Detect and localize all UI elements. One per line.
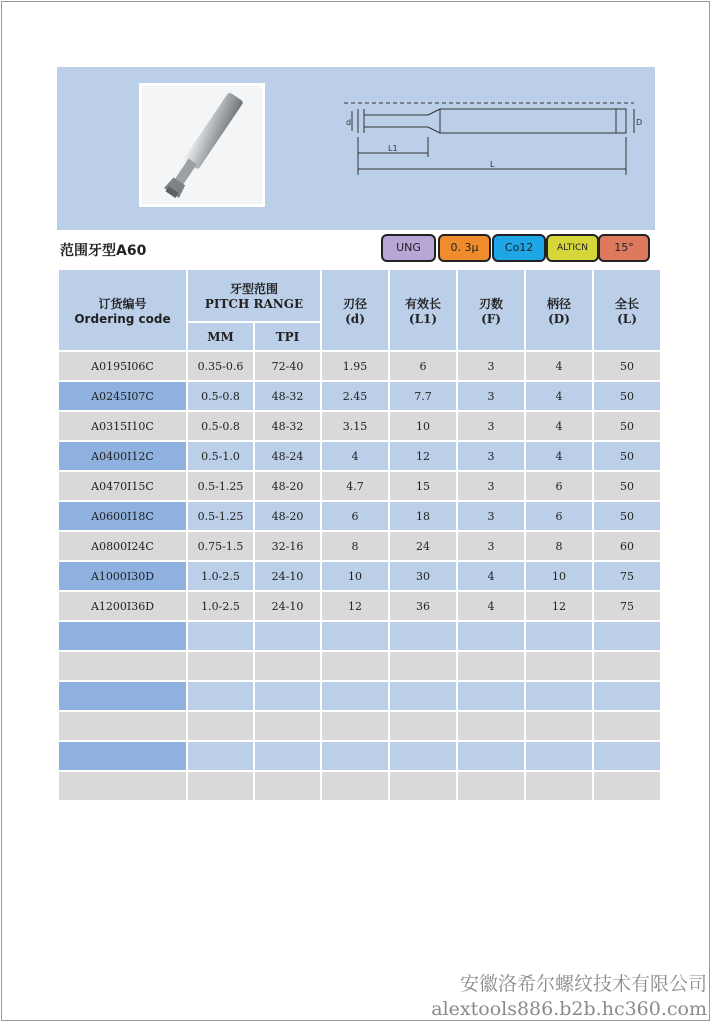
empty-cell <box>390 622 456 650</box>
empty-table-row <box>59 742 660 770</box>
empty-cell <box>526 682 592 710</box>
cell-ordering-code: A0400I12C <box>59 442 186 470</box>
empty-cell <box>188 682 253 710</box>
cell-ordering-code: A0195I06C <box>59 352 186 380</box>
table-row <box>59 502 660 530</box>
empty-cell <box>458 682 524 710</box>
spec-table <box>57 268 662 802</box>
header-ordering-code <box>59 270 186 350</box>
empty-cell <box>59 712 186 740</box>
empty-cell <box>390 712 456 740</box>
cell-overall-length: 50 <box>594 502 660 530</box>
table-row <box>59 412 660 440</box>
empty-cell <box>322 652 388 680</box>
empty-cell <box>188 622 253 650</box>
header-code-en: Ordering code <box>74 311 171 326</box>
header-pitch-cn: 牙型范围 <box>229 282 278 297</box>
cell-shank-diameter: 6 <box>526 472 592 500</box>
cell-ordering-code: A0315I10C <box>59 412 186 440</box>
empty-cell <box>526 652 592 680</box>
cell-pitch-mm: 0.5-1.0 <box>188 442 253 470</box>
cell-pitch-tpi: 48-24 <box>255 442 320 470</box>
empty-cell <box>255 622 320 650</box>
header-flutes-cn: 刃数 <box>478 296 503 311</box>
badge-material: Co12 <box>492 234 546 262</box>
table-row <box>59 472 660 500</box>
cell-overall-length: 50 <box>594 382 660 410</box>
empty-cell <box>458 742 524 770</box>
table-row <box>59 442 660 470</box>
cell-overall-length: 50 <box>594 442 660 470</box>
empty-cell <box>594 712 660 740</box>
cell-ordering-code: A1200I36D <box>59 592 186 620</box>
cell-pitch-tpi: 24-10 <box>255 562 320 590</box>
badge-coating: ALTICN <box>546 234 599 262</box>
product-banner <box>57 67 655 230</box>
header-length-sym: (L) <box>617 311 637 326</box>
empty-cell <box>188 742 253 770</box>
empty-cell <box>322 742 388 770</box>
empty-cell <box>188 712 253 740</box>
cell-diameter: 1.95 <box>322 352 388 380</box>
cell-ordering-code: A1000I30D <box>59 562 186 590</box>
empty-cell <box>59 622 186 650</box>
series-title: 范围牙型A60 <box>60 243 147 259</box>
empty-cell <box>59 682 186 710</box>
cell-effective-length: 10 <box>390 412 456 440</box>
watermark-company: 安徽洛希尔螺纹技术有限公司 <box>459 973 707 995</box>
empty-cell <box>322 712 388 740</box>
header-diameter <box>322 270 388 350</box>
cell-overall-length: 75 <box>594 592 660 620</box>
empty-cell <box>59 742 186 770</box>
empty-table-row <box>59 712 660 740</box>
cell-overall-length: 50 <box>594 472 660 500</box>
cell-shank-diameter: 6 <box>526 502 592 530</box>
cell-pitch-mm: 0.5-1.25 <box>188 472 253 500</box>
cell-diameter: 10 <box>322 562 388 590</box>
cell-flutes: 3 <box>458 382 524 410</box>
table-row <box>59 592 660 620</box>
header-flutes <box>458 270 524 350</box>
cell-shank-diameter: 8 <box>526 532 592 560</box>
empty-cell <box>59 772 186 800</box>
cell-flutes: 3 <box>458 532 524 560</box>
cell-overall-length: 75 <box>594 562 660 590</box>
empty-cell <box>322 772 388 800</box>
cell-shank-diameter: 4 <box>526 412 592 440</box>
cell-pitch-tpi: 48-32 <box>255 382 320 410</box>
empty-cell <box>594 622 660 650</box>
header-length-cn: 全长 <box>614 296 639 311</box>
cell-shank-diameter: 4 <box>526 442 592 470</box>
technical-drawing <box>340 97 643 187</box>
badge-thread-type: UNG <box>381 234 436 262</box>
empty-cell <box>390 742 456 770</box>
empty-cell <box>526 622 592 650</box>
table-row <box>59 562 660 590</box>
tool-photo <box>139 83 265 207</box>
cell-effective-length: 24 <box>390 532 456 560</box>
cell-ordering-code: A0600I18C <box>59 502 186 530</box>
header-flutes-sym: (F) <box>481 311 501 326</box>
cell-diameter: 8 <box>322 532 388 560</box>
cell-flutes: 4 <box>458 562 524 590</box>
header-shank-diameter <box>526 270 592 350</box>
cell-pitch-mm: 0.35-0.6 <box>188 352 253 380</box>
cell-diameter: 4 <box>322 442 388 470</box>
empty-table-row <box>59 622 660 650</box>
empty-cell <box>322 682 388 710</box>
header-pitch-en: PITCH RANGE <box>204 297 304 312</box>
cell-pitch-mm: 1.0-2.5 <box>188 562 253 590</box>
label-d: d <box>346 118 352 127</box>
empty-cell <box>255 712 320 740</box>
empty-cell <box>594 772 660 800</box>
empty-cell <box>188 652 253 680</box>
cell-flutes: 3 <box>458 442 524 470</box>
cell-ordering-code: A0245I07C <box>59 382 186 410</box>
empty-cell <box>390 682 456 710</box>
watermark <box>431 972 707 1022</box>
badge-coating-thickness: 0. 3μ <box>438 234 491 262</box>
empty-cell <box>458 652 524 680</box>
header-tpi: TPI <box>255 323 320 350</box>
empty-cell <box>188 772 253 800</box>
cell-shank-diameter: 4 <box>526 382 592 410</box>
cell-diameter: 6 <box>322 502 388 530</box>
empty-cell <box>594 742 660 770</box>
cell-effective-length: 15 <box>390 472 456 500</box>
cell-pitch-tpi: 48-20 <box>255 502 320 530</box>
cell-pitch-tpi: 32-16 <box>255 532 320 560</box>
empty-cell <box>458 772 524 800</box>
label-D: D <box>636 118 643 127</box>
cell-effective-length: 6 <box>390 352 456 380</box>
cell-pitch-mm: 0.5-0.8 <box>188 382 253 410</box>
empty-table-row <box>59 772 660 800</box>
badge-helix-angle: 15° <box>598 234 650 262</box>
cell-flutes: 3 <box>458 472 524 500</box>
header-shank-sym: (D) <box>548 311 570 326</box>
label-L: L <box>490 160 495 169</box>
cell-ordering-code: A0800I24C <box>59 532 186 560</box>
empty-cell <box>255 742 320 770</box>
cell-flutes: 3 <box>458 352 524 380</box>
cell-pitch-tpi: 48-20 <box>255 472 320 500</box>
cell-pitch-tpi: 24-10 <box>255 592 320 620</box>
cell-diameter: 2.45 <box>322 382 388 410</box>
cell-overall-length: 50 <box>594 412 660 440</box>
empty-cell <box>458 622 524 650</box>
label-L1: L1 <box>388 144 398 153</box>
empty-cell <box>594 682 660 710</box>
cell-effective-length: 12 <box>390 442 456 470</box>
cell-shank-diameter: 4 <box>526 352 592 380</box>
header-l1-cn: 有效长 <box>404 296 441 311</box>
empty-cell <box>255 682 320 710</box>
empty-cell <box>255 772 320 800</box>
cell-shank-diameter: 10 <box>526 562 592 590</box>
cell-pitch-mm: 0.75-1.5 <box>188 532 253 560</box>
cell-flutes: 3 <box>458 502 524 530</box>
cell-pitch-tpi: 48-32 <box>255 412 320 440</box>
header-code-cn: 订货编号 <box>98 296 147 311</box>
cell-ordering-code: A0470I15C <box>59 472 186 500</box>
table-row <box>59 352 660 380</box>
spec-table-body <box>59 352 660 800</box>
empty-cell <box>322 622 388 650</box>
empty-table-row <box>59 652 660 680</box>
cell-effective-length: 30 <box>390 562 456 590</box>
header-diameter-cn: 刃径 <box>342 296 367 311</box>
cell-overall-length: 60 <box>594 532 660 560</box>
cell-flutes: 4 <box>458 592 524 620</box>
end-mill-image <box>142 86 262 204</box>
header-shank-cn: 柄径 <box>546 296 571 311</box>
empty-cell <box>526 742 592 770</box>
empty-table-row <box>59 682 660 710</box>
table-row <box>59 382 660 410</box>
cell-diameter: 12 <box>322 592 388 620</box>
empty-cell <box>594 652 660 680</box>
watermark-url: alextools886.b2b.hc360.com <box>431 998 707 1020</box>
cell-effective-length: 18 <box>390 502 456 530</box>
spec-badges <box>381 234 651 264</box>
header-pitch-range <box>188 270 320 321</box>
header-mm: MM <box>188 323 253 350</box>
cell-flutes: 3 <box>458 412 524 440</box>
header-diameter-sym: (d) <box>345 311 365 326</box>
table-row <box>59 532 660 560</box>
empty-cell <box>458 712 524 740</box>
cell-shank-diameter: 12 <box>526 592 592 620</box>
empty-cell <box>526 712 592 740</box>
cell-diameter: 3.15 <box>322 412 388 440</box>
empty-cell <box>526 772 592 800</box>
cell-effective-length: 36 <box>390 592 456 620</box>
header-l1-sym: (L1) <box>408 311 438 326</box>
cell-pitch-mm: 0.5-1.25 <box>188 502 253 530</box>
cell-pitch-mm: 0.5-0.8 <box>188 412 253 440</box>
empty-cell <box>390 652 456 680</box>
empty-cell <box>255 652 320 680</box>
cell-pitch-mm: 1.0-2.5 <box>188 592 253 620</box>
cell-effective-length: 7.7 <box>390 382 456 410</box>
cell-diameter: 4.7 <box>322 472 388 500</box>
header-effective-length <box>390 270 456 350</box>
empty-cell <box>59 652 186 680</box>
cell-overall-length: 50 <box>594 352 660 380</box>
cell-pitch-tpi: 72-40 <box>255 352 320 380</box>
header-overall-length <box>594 270 660 350</box>
empty-cell <box>390 772 456 800</box>
